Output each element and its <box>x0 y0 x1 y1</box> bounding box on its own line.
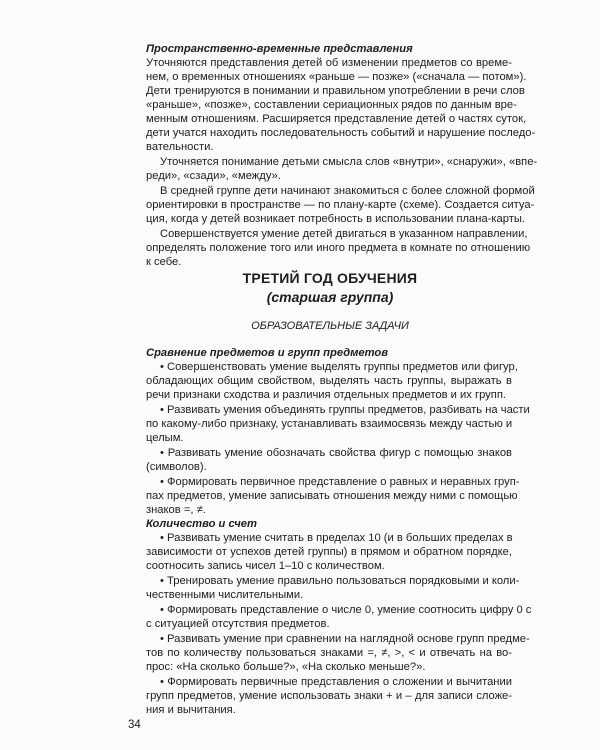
text-line: обладающих общим свойством, выделять часть группы, выражать в <box>146 375 512 387</box>
text-line: речи признаки сходства и различия отдельных предметов и их групп. <box>146 389 506 401</box>
text-line: вательности. <box>146 141 214 153</box>
text-line: групп предметов, умение использовать знаки + и – для записи сложе- <box>146 690 512 702</box>
text-line: • Развивать умение обозначать свойства фигур с помощью знаков <box>160 447 512 459</box>
text-line: • Формировать представление о числе 0, умение соотносить цифру 0 с <box>160 604 532 616</box>
text-line: Дети тренируются в понимании и правильном употреблении в речи слов <box>146 85 525 97</box>
text-line: «раньше», «позже», составлении сериационных рядов по данным вре- <box>146 99 517 111</box>
text-line: ция, когда у детей возникает потребность в использовании плана-карты. <box>146 213 526 225</box>
text-line: Уточняется понимание детьми смысла слов «внутри», «снаружи», «впе- <box>160 156 538 168</box>
section-heading-space-time: Пространственно-временные представления <box>146 43 413 55</box>
text-line: ния и вычитания. <box>146 704 236 716</box>
section-heading-comparison: Сравнение предметов и групп предметов <box>146 347 389 359</box>
text-line: реди», «сзади», «между». <box>146 170 281 182</box>
text-line: к себе. <box>146 256 182 268</box>
text-line: • Совершенствовать умение выделять группы предметов или фигур, <box>160 361 518 373</box>
text-line: зависимости от успехов детей группы) в прямом и обратном порядке, <box>146 546 512 558</box>
text-line: Совершенствуется умение детей двигаться в указанном направлении, <box>160 228 528 240</box>
text-line: целым. <box>146 432 184 444</box>
text-line: Уточняются представления детей об изменении предметов со време- <box>146 57 512 69</box>
text-line: • Тренировать умение правильно пользоваться порядковыми и коли- <box>160 575 520 587</box>
text-line: знаков =, ≠. <box>146 504 206 516</box>
text-line: ориентировки в пространстве — по плану-карте (схеме). Создается ситуа- <box>146 199 535 211</box>
text-line: менным отношениям. Расширяется представление детей о частях суток, <box>146 113 527 125</box>
text-line: • Развивать умение считать в пределах 10 (и в больших пределах в <box>160 532 513 544</box>
text-line: с ситуацией отсутствия предметов. <box>146 618 330 630</box>
text-line: • Формировать первичные представления о сложении и вычитании <box>160 676 512 688</box>
year-title: ТРЕТИЙ ГОД ОБУЧЕНИЯ <box>242 270 418 286</box>
text-line: • Формировать первичное представление о равных и неравных груп- <box>160 476 520 488</box>
text-line: прос: «На сколько больше?», «На сколько меньше?». <box>146 661 426 673</box>
section-heading-counting: Количество и счет <box>146 518 257 530</box>
group-subtitle: (старшая группа) <box>266 289 394 305</box>
text-line: нем, о временных отношениях «раньше — позже» («сначала — потом»). <box>146 71 527 83</box>
text-line: тов по количеству пользоваться знаками =, ≠, >, < и отвечать на во- <box>146 647 512 659</box>
text-line: по какому-либо признаку, устанавливать взаимосвязь между частью и <box>146 418 513 430</box>
text-line: • Развивать умения объединять группы предметов, разбивать на части <box>160 404 530 416</box>
text-line: чественными числительными. <box>146 589 304 601</box>
page-number: 34 <box>128 719 141 731</box>
text-line: определять положение того или иного предмета в комнате по отношению <box>146 242 531 254</box>
text-line: пах предметов, умение записывать отношения между ними с помощью <box>146 490 518 502</box>
text-line: (символов). <box>146 461 207 473</box>
text-line: • Развивать умение при сравнении на наглядной основе групп предме- <box>160 633 530 645</box>
text-line: дети учатся находить последовательность событий и нарушение последо- <box>146 127 536 139</box>
tasks-subtitle: ОБРАЗОВАТЕЛЬНЫЕ ЗАДАЧИ <box>251 320 409 332</box>
text-line: В средней группе дети начинают знакомиться с более сложной формой <box>160 185 535 197</box>
text-line: соотносить запись чисел 1–10 с количеством. <box>146 560 385 572</box>
